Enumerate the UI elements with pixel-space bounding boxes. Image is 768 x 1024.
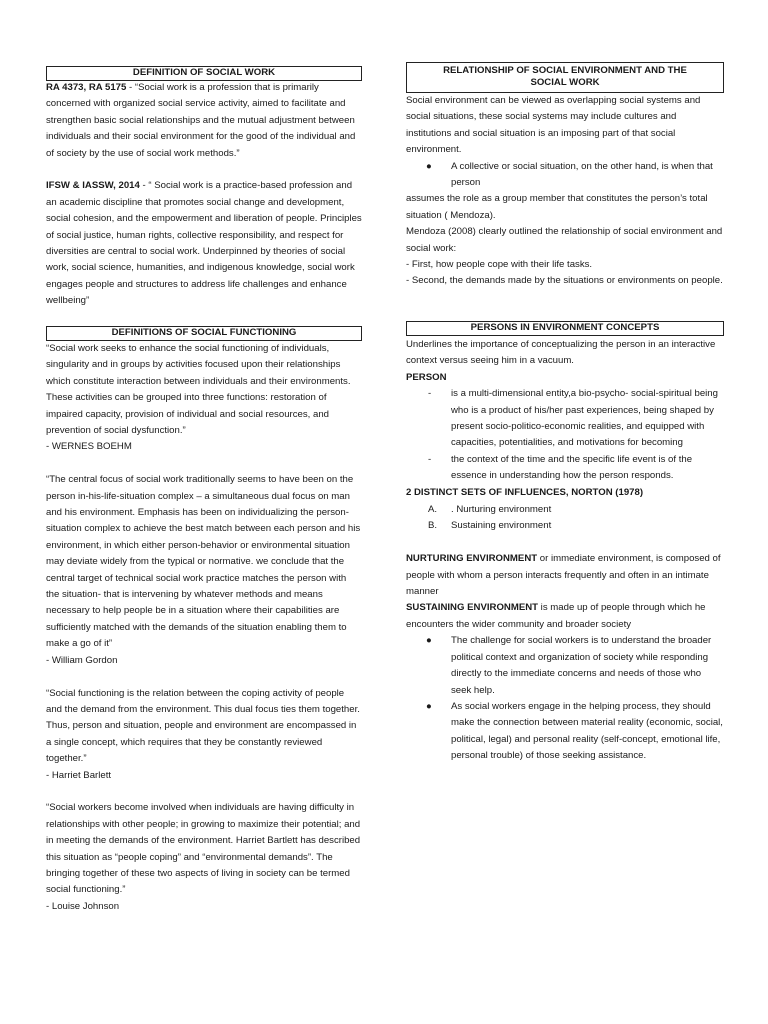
bullet-text: The challenge for social workers is to understand the broader political context and organization of society while responding directly to the immediate concerns and needs of those who seek help. xyxy=(451,635,712,696)
paragraph-text: Underlines the importance of conceptualizing the person in an interactive context versus seeing him in a vacuum. xyxy=(406,339,716,367)
left-flow-1 xyxy=(46,80,362,310)
quote-author: - Louise Johnson xyxy=(46,900,120,912)
heading-text: PERSONS IN ENVIRONMENT CONCEPTS xyxy=(470,322,660,333)
right-flow-1 xyxy=(406,93,724,290)
paragraph-text: is made up of people through which he encounters the wider community and broader society xyxy=(406,602,706,630)
paragraph-text: - “ Social work is a practice-based profession and an academic discipline that promotes social change and development, social cohesion, and the empowerment and liberation of people. Principles of social justice, human rights, collective responsibility, and respect for diversities are central to social work. Underpinned by theories of social work, social science, humanities, and indigenous knowledge, social work engages people and structures to address life challenges and enhance wellbeing” xyxy=(46,180,362,307)
bullet-item xyxy=(406,159,724,192)
paragraph-ifsw xyxy=(46,178,362,309)
paragraph-text: - “Social work is a profession that is primarily concerned with organized social service activity, aimed to facilitate and strengthen basic social relationships and the mutual adjustment between individuals and their social environment for the good of the individual and of society by the use of social work methods.” xyxy=(46,82,356,159)
paragraph-text: Mendoza (2008) clearly outlined the relationship of social environment and social work: xyxy=(406,226,723,254)
term-label: SUSTAINING ENVIRONMENT xyxy=(406,602,539,614)
dash-text: the context of the time and the specific life event is of the essence in understanding how the person responds. xyxy=(451,453,693,482)
section-heading-relationship xyxy=(406,62,724,93)
heading-text: DEFINITIONS OF SOCIAL FUNCTIONING xyxy=(111,327,297,338)
quote-boehm: “Social work seeks to enhance the social functioning of individuals, singularity and in groups by activities focused upon their relationships which constitute interaction between individuals and their environments. These activities can be grouped into three functions: restoration of impaired capacity, provision of individual and social resources, and prevention of social dysfunction.” xyxy=(46,343,351,437)
bullet-item xyxy=(406,699,724,765)
citation-label: RA 4373, RA 5175 xyxy=(46,82,127,93)
dash-marker: - xyxy=(428,388,432,400)
bullet-icon: ● xyxy=(426,700,432,712)
section-heading-social-functioning xyxy=(46,326,362,341)
left-flow-2 xyxy=(46,341,362,915)
dash-item xyxy=(406,386,724,452)
section-heading-persons-in-environment xyxy=(406,321,724,336)
paragraph-sustaining xyxy=(406,600,724,633)
bullet-text: As social workers engage in the helping process, they should make the connection between material reality (economic, social, political, legal) and personal reality (self-concept, emotional life, personal trouble) of those seeking assistance. xyxy=(451,700,723,762)
section-heading-definition xyxy=(46,66,362,81)
alpha-item xyxy=(406,518,724,534)
bullet-text: A collective or social situation, on the other hand, is when that person xyxy=(451,160,713,189)
subheading-influences: 2 DISTINCT SETS OF INFLUENCES, NORTON (1978) xyxy=(406,486,644,498)
dash-item xyxy=(406,452,724,485)
bullet-icon: ● xyxy=(426,160,432,172)
right-flow-2 xyxy=(406,337,724,765)
paragraph-text: - Second, the demands made by the situations or environments on people. xyxy=(406,275,723,287)
alpha-marker: A. xyxy=(428,504,438,516)
bullet-icon: ● xyxy=(426,635,432,647)
quote-author: - Harriet Barlett xyxy=(46,769,112,781)
term-label: NURTURING ENVIRONMENT xyxy=(406,553,538,565)
paragraph-nurturing xyxy=(406,551,724,600)
paragraph-text: or immediate environment, is composed of people with whom a person interacts frequently and often in an intimate manner xyxy=(406,553,721,598)
dash-text: is a multi-dimensional entity,a bio-psycho- social-spiritual being who is a product of his/her past experiences, being shaped by present socio-politico-economic realities, and equipped with capacities, potentialities, and motivations for becoming xyxy=(451,388,718,449)
paragraph-text: assumes the role as a group member that constitutes the person’s total situation ( Mendoza). xyxy=(406,193,708,221)
quote-barlett: “Social functioning is the relation between the coping activity of people and the demand from the environment. This dual focus ties them together. Thus, person and situation, people and environment are encompassed in a single concept, which requires that they be constantly reviewed together.” xyxy=(46,687,360,765)
alpha-text: . Nurturing environment xyxy=(451,504,552,516)
dash-marker: - xyxy=(428,453,432,465)
heading-text: DEFINITION OF SOCIAL WORK xyxy=(132,67,276,78)
quote-johnson: “Social workers become involved when individuals are having difficulty in relationships with other people; in growing to maximize their potential; and in meeting the demands of the environment. Harriet Bartlett has described this situation as “people coping” and “environmental demands”. The bringing together of these two aspects of living in society can be termed social functioning.” xyxy=(46,802,361,896)
quote-gordon: “The central focus of social work traditionally seems to have been on the person in-his-life-situation complex – a simultaneous dual focus on man and his environment. Emphasis has been on individualizing the person-situation complex to achieve the best match between each person and his environment, in which either person-behavior or environmental situation may deviate widely from the typical or normative. we conclude that the central target of technical social work practice matches the person with the situation- that is intervening by whatever methods and means necessary to help people be in a situation where their capabilities are sufficiently matched with the demands of the situation enabling them to make a go of it” xyxy=(46,474,361,650)
quote-author: - WERNES BOEHM xyxy=(46,441,132,453)
bullet-item xyxy=(406,633,724,699)
alpha-text: Sustaining environment xyxy=(451,520,552,532)
alpha-marker: B. xyxy=(428,520,438,532)
paragraph-text: - First, how people cope with their life tasks. xyxy=(406,259,593,271)
subheading-person: PERSON xyxy=(406,371,447,383)
paragraph-ra xyxy=(46,80,362,162)
alpha-item xyxy=(406,502,724,518)
citation-label: IFSW & IASSW, 2014 xyxy=(46,180,140,192)
quote-author: - William Gordon xyxy=(46,654,118,666)
paragraph-text: Social environment can be viewed as overlapping social systems and social situations, these social systems may include cultures and institutions and social situation is an imposing part of that social environment. xyxy=(406,95,701,156)
heading-text: RELATIONSHIP OF SOCIAL ENVIRONMENT AND THE SOCIAL WORK xyxy=(443,65,687,88)
